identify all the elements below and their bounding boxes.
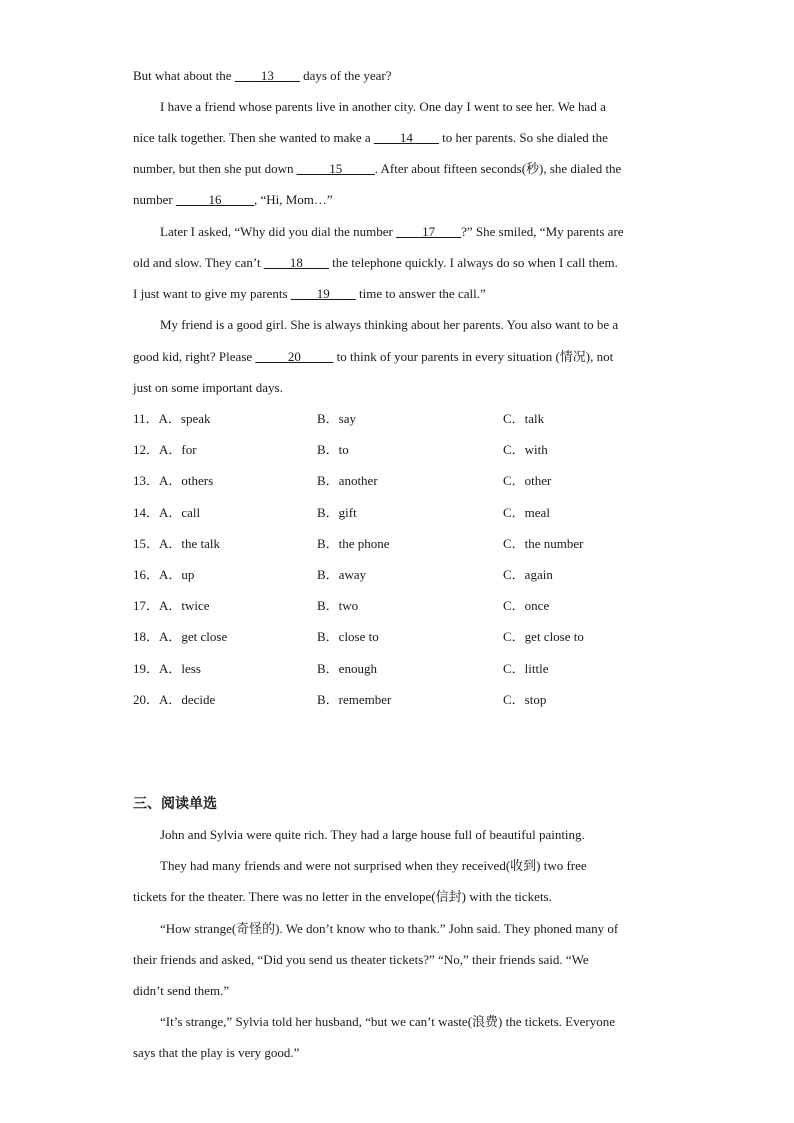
passage-line: “How strange(奇怪的). We don’t know who to thank.” John said. They phoned many of bbox=[160, 921, 619, 936]
passage-line: John and Sylvia were quite rich. They had a large house full of beautiful painting. bbox=[160, 827, 585, 842]
option-b: B．the phone bbox=[317, 536, 390, 551]
option-c: C．other bbox=[503, 473, 552, 488]
blank-18: ____18____ bbox=[263, 255, 329, 270]
passage-line: their friends and asked, “Did you send us theater tickets?” “No,” their friends said. “We bbox=[133, 952, 589, 967]
option-c: C．again bbox=[503, 567, 553, 582]
passage-line: number, but then she put down _____15_____. After about fifteen seconds(秒), she dialed the bbox=[133, 161, 622, 176]
option-c: C．the number bbox=[503, 536, 584, 551]
blank-19: ____19____ bbox=[290, 286, 356, 301]
blank-15: _____15_____ bbox=[296, 161, 375, 176]
question-options-20 bbox=[133, 691, 733, 709]
passage-line: “It’s strange,” Sylvia told her husband, “but we can’t waste(浪费) the tickets. Everyone bbox=[160, 1014, 615, 1029]
option-a: 15．A．the talk bbox=[133, 536, 221, 551]
blank-14: ____14____ bbox=[373, 130, 439, 145]
passage-line: number _____16_____, “Hi, Mom…” bbox=[133, 192, 333, 207]
option-c: C．with bbox=[503, 442, 548, 457]
blank-17: ____17____ bbox=[396, 224, 462, 239]
option-a: 20．A．decide bbox=[133, 692, 216, 707]
passage-line: But what about the ____13____ days of the year? bbox=[133, 68, 392, 83]
passage-line: just on some important days. bbox=[133, 380, 283, 395]
question-options-17 bbox=[133, 597, 733, 615]
question-options-12 bbox=[133, 441, 733, 459]
option-c: C．stop bbox=[503, 692, 547, 707]
blank-20: _____20_____ bbox=[255, 349, 334, 364]
option-b: B．away bbox=[317, 567, 367, 582]
option-b: B．another bbox=[317, 473, 378, 488]
passage-line: Later I asked, “Why did you dial the number ____17____?” She smiled, “My parents are bbox=[160, 224, 624, 239]
option-a: 14．A．call bbox=[133, 505, 201, 520]
question-options-14 bbox=[133, 504, 733, 522]
option-c: C．little bbox=[503, 661, 549, 676]
option-c: C．get close to bbox=[503, 629, 584, 644]
question-options-13 bbox=[133, 472, 733, 490]
passage-line: says that the play is very good.” bbox=[133, 1045, 300, 1060]
option-a: 19．A．less bbox=[133, 661, 201, 676]
option-a: 16．A．up bbox=[133, 567, 195, 582]
option-c: C．once bbox=[503, 598, 550, 613]
passage-line: My friend is a good girl. She is always thinking about her parents. You also want to be a bbox=[160, 317, 619, 332]
question-options-15 bbox=[133, 535, 733, 553]
option-a: 18．A．get close bbox=[133, 629, 228, 644]
passage-line: good kid, right? Please _____20_____ to think of your parents in every situation (情况), not bbox=[133, 349, 614, 364]
section-title: 三、阅读单选 bbox=[133, 796, 217, 812]
option-b: B．enough bbox=[317, 661, 377, 676]
blank-16: _____16_____ bbox=[175, 192, 254, 207]
passage-line: nice talk together. Then she wanted to make a ____14____ to her parents. So she dialed the bbox=[133, 130, 608, 145]
question-options-11 bbox=[133, 410, 733, 428]
option-a: 13．A．others bbox=[133, 473, 214, 488]
question-options-19 bbox=[133, 660, 733, 678]
option-b: B．two bbox=[317, 598, 359, 613]
option-a: 17．A．twice bbox=[133, 598, 210, 613]
option-b: B．to bbox=[317, 442, 349, 457]
passage-line: They had many friends and were not surprised when they received(收到) two free bbox=[160, 858, 587, 873]
option-b: B．close to bbox=[317, 629, 379, 644]
option-c: C．meal bbox=[503, 505, 550, 520]
passage-line: I just want to give my parents ____19____ time to answer the call.” bbox=[133, 286, 486, 301]
option-a: 11．A．speak bbox=[133, 411, 211, 426]
passage-line: I have a friend whose parents live in another city. One day I went to see her. We had a bbox=[160, 99, 606, 114]
blank-13: ____13____ bbox=[234, 68, 300, 83]
passage-line: old and slow. They can’t ____18____ the telephone quickly. I always do so when I call them. bbox=[133, 255, 618, 270]
option-c: C．talk bbox=[503, 411, 545, 426]
question-options-16 bbox=[133, 566, 733, 584]
passage-line: didn’t send them.” bbox=[133, 983, 230, 998]
option-b: B．remember bbox=[317, 692, 392, 707]
option-b: B．gift bbox=[317, 505, 357, 520]
option-b: B．say bbox=[317, 411, 357, 426]
passage-line: tickets for the theater. There was no letter in the envelope(信封) with the tickets. bbox=[133, 889, 552, 904]
question-options-18 bbox=[133, 628, 733, 646]
option-a: 12．A．for bbox=[133, 442, 197, 457]
